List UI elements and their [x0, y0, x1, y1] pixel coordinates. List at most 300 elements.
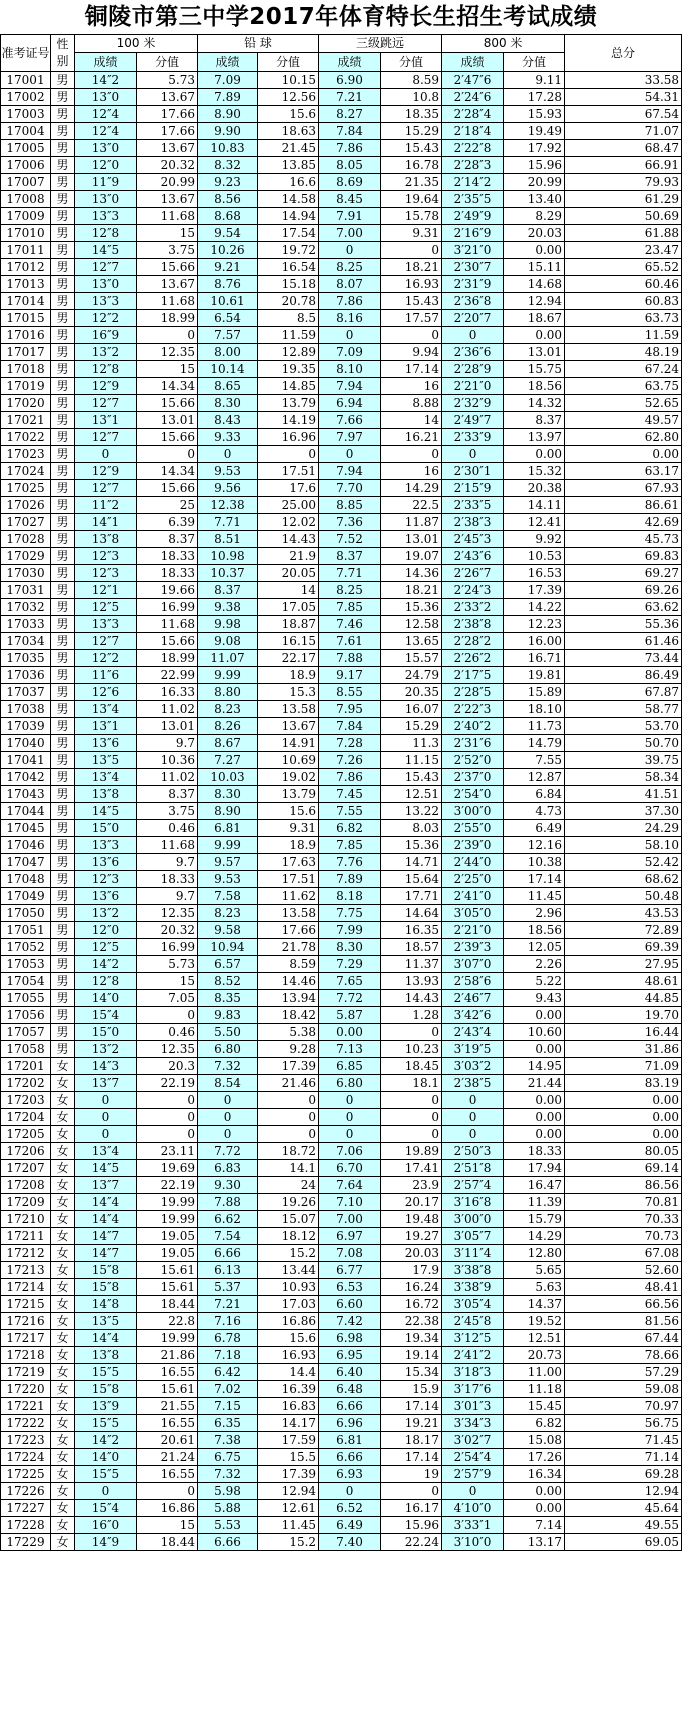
score-rows [1, 72, 682, 1551]
exam-id-cell: 17020 [1, 395, 51, 412]
run800-score-cell: 2′37″0 [442, 769, 504, 786]
shotput-points-cell: 17.6 [258, 480, 319, 497]
sex-cell: 男 [51, 548, 75, 565]
sex-cell: 男 [51, 718, 75, 735]
shotput-score-cell: 10.83 [198, 140, 258, 157]
shotput-points-cell: 19.26 [258, 1194, 319, 1211]
shotput-score-cell: 8.68 [198, 208, 258, 225]
run100-points-cell: 15 [137, 1517, 198, 1534]
triplejump-points-cell: 9.94 [381, 344, 442, 361]
total-score-cell: 55.36 [565, 616, 682, 633]
run100-score-cell: 13″0 [75, 140, 137, 157]
run800-score-cell: 2′28″2 [442, 633, 504, 650]
total-score-cell: 43.53 [565, 905, 682, 922]
triplejump-points-cell: 20.17 [381, 1194, 442, 1211]
shotput-score-cell: 6.35 [198, 1415, 258, 1432]
shotput-points-cell: 18.9 [258, 837, 319, 854]
run800-score-cell: 2′33″9 [442, 429, 504, 446]
exam-id-cell: 17003 [1, 106, 51, 123]
run100-points-cell: 16.55 [137, 1466, 198, 1483]
shotput-score-cell: 9.54 [198, 225, 258, 242]
run100-score-cell: 0 [75, 1109, 137, 1126]
run800-score-cell: 2′38″5 [442, 1075, 504, 1092]
run800-points-cell: 8.29 [504, 208, 565, 225]
run800-score-cell: 3′42″6 [442, 1007, 504, 1024]
run800-points-cell: 6.84 [504, 786, 565, 803]
run800-points-cell: 5.63 [504, 1279, 565, 1296]
shotput-points-cell: 16.6 [258, 174, 319, 191]
table-row [1, 616, 682, 633]
run100-points-cell: 16.99 [137, 939, 198, 956]
run100-score-cell: 13″8 [75, 1347, 137, 1364]
triplejump-points-cell: 20.03 [381, 1245, 442, 1262]
shotput-score-cell: 9.21 [198, 259, 258, 276]
triplejump-points-cell: 15.43 [381, 140, 442, 157]
exam-id-cell: 17218 [1, 1347, 51, 1364]
run800-score-cell: 3′03″2 [442, 1058, 504, 1075]
table-row [1, 344, 682, 361]
run100-score-cell: 13″8 [75, 786, 137, 803]
run800-points-cell: 20.38 [504, 480, 565, 497]
run100-score-cell: 12″7 [75, 259, 137, 276]
triplejump-points-cell: 0 [381, 1092, 442, 1109]
run100-points-cell: 12.35 [137, 344, 198, 361]
run100-points-cell: 0 [137, 1007, 198, 1024]
run100-score-cell: 12″3 [75, 565, 137, 582]
run100-score-cell: 0 [75, 1092, 137, 1109]
exam-id-cell: 17217 [1, 1330, 51, 1347]
sex-cell: 女 [51, 1109, 75, 1126]
shotput-points-cell: 16.15 [258, 633, 319, 650]
exam-id-cell: 17033 [1, 616, 51, 633]
run800-score-cell: 2′28″4 [442, 106, 504, 123]
sex-cell: 男 [51, 871, 75, 888]
total-score-cell: 59.08 [565, 1381, 682, 1398]
run100-score-cell: 15″0 [75, 1024, 137, 1041]
run100-points-cell: 20.32 [137, 922, 198, 939]
triplejump-score-cell: 7.94 [319, 463, 381, 480]
sex-cell: 男 [51, 276, 75, 293]
shotput-score-cell: 6.13 [198, 1262, 258, 1279]
run100-points-cell: 5.73 [137, 72, 198, 89]
shotput-score-cell: 11.07 [198, 650, 258, 667]
exam-id-cell: 17223 [1, 1432, 51, 1449]
run100-score-cell: 14″2 [75, 72, 137, 89]
sex-cell: 女 [51, 1160, 75, 1177]
run100-points-cell: 6.39 [137, 514, 198, 531]
run100-points-cell: 20.99 [137, 174, 198, 191]
triplejump-score-cell: 6.85 [319, 1058, 381, 1075]
triplejump-score-cell: 0 [319, 1092, 381, 1109]
run800-score-cell: 2′46″7 [442, 990, 504, 1007]
shotput-points-cell: 21.9 [258, 548, 319, 565]
run100-points-cell: 0 [137, 1126, 198, 1143]
table-row [1, 157, 682, 174]
total-score-cell: 61.29 [565, 191, 682, 208]
run100-score-cell: 12″7 [75, 633, 137, 650]
run800-points-cell: 2.26 [504, 956, 565, 973]
run800-points-cell: 0.00 [504, 1092, 565, 1109]
shotput-points-cell: 17.63 [258, 854, 319, 871]
shotput-score-cell: 6.54 [198, 310, 258, 327]
event-header-shotput: 铅 球 [198, 35, 319, 53]
run800-score-cell: 2′45″8 [442, 1313, 504, 1330]
run800-points-cell: 10.60 [504, 1024, 565, 1041]
run100-score-cell: 11″2 [75, 497, 137, 514]
run100-score-cell: 13″0 [75, 89, 137, 106]
triplejump-points-cell: 22.5 [381, 497, 442, 514]
triplejump-points-cell: 0 [381, 242, 442, 259]
run800-points-cell: 12.41 [504, 514, 565, 531]
total-score-cell: 63.17 [565, 463, 682, 480]
table-row [1, 1228, 682, 1245]
run100-points-cell: 13.67 [137, 89, 198, 106]
triplejump-score-cell: 0 [319, 1483, 381, 1500]
sex-cell: 男 [51, 684, 75, 701]
run100-points-cell: 15.66 [137, 259, 198, 276]
run100-points-cell: 15 [137, 973, 198, 990]
run100-score-cell: 14″7 [75, 1245, 137, 1262]
triplejump-points-cell: 16.78 [381, 157, 442, 174]
run800-points-cell: 21.44 [504, 1075, 565, 1092]
shotput-points-cell: 17.03 [258, 1296, 319, 1313]
table-row [1, 225, 682, 242]
run800-score-cell: 2′21″0 [442, 922, 504, 939]
triplejump-score-cell: 7.36 [319, 514, 381, 531]
sex-cell: 女 [51, 1143, 75, 1160]
run800-points-cell: 5.65 [504, 1262, 565, 1279]
run100-points-cell: 21.55 [137, 1398, 198, 1415]
triplejump-points-cell: 19 [381, 1466, 442, 1483]
triplejump-points-cell: 9.31 [381, 225, 442, 242]
triplejump-score-cell: 6.93 [319, 1466, 381, 1483]
sex-cell: 女 [51, 1517, 75, 1534]
run100-score-cell: 12″5 [75, 599, 137, 616]
exam-id-cell: 17044 [1, 803, 51, 820]
total-score-cell: 61.46 [565, 633, 682, 650]
run800-points-cell: 15.32 [504, 463, 565, 480]
shotput-score-cell: 9.23 [198, 174, 258, 191]
run800-score-cell: 2′31″6 [442, 735, 504, 752]
table-row [1, 990, 682, 1007]
exam-id-cell: 17015 [1, 310, 51, 327]
triplejump-score-cell: 0 [319, 1126, 381, 1143]
shotput-score-cell: 8.26 [198, 718, 258, 735]
run800-score-cell: 2′28″5 [442, 684, 504, 701]
run100-score-cell: 12″2 [75, 650, 137, 667]
triplejump-points-cell: 0 [381, 1483, 442, 1500]
run100-score-cell: 16″9 [75, 327, 137, 344]
triplejump-points-cell: 10.23 [381, 1041, 442, 1058]
run100-points-cell: 21.24 [137, 1449, 198, 1466]
run800-points-cell: 18.33 [504, 1143, 565, 1160]
shotput-points-cell: 18.9 [258, 667, 319, 684]
triplejump-score-cell: 6.95 [319, 1347, 381, 1364]
run100-points-cell: 16.33 [137, 684, 198, 701]
triplejump-points-cell: 18.35 [381, 106, 442, 123]
sex-cell: 男 [51, 514, 75, 531]
triplejump-points-cell: 19.07 [381, 548, 442, 565]
exam-id-cell: 17004 [1, 123, 51, 140]
exam-id-cell: 17055 [1, 990, 51, 1007]
shotput-points-cell: 21.45 [258, 140, 319, 157]
run800-points-cell: 19.52 [504, 1313, 565, 1330]
exam-id-cell: 17039 [1, 718, 51, 735]
run800-points-cell: 0.00 [504, 1007, 565, 1024]
total-score-cell: 68.62 [565, 871, 682, 888]
shotput-points-cell: 15.6 [258, 1330, 319, 1347]
run100-points-cell: 19.05 [137, 1245, 198, 1262]
shotput-points-cell: 0 [258, 1092, 319, 1109]
sex-cell: 男 [51, 888, 75, 905]
table-row [1, 259, 682, 276]
shotput-score-cell: 7.16 [198, 1313, 258, 1330]
triplejump-score-cell: 7.86 [319, 769, 381, 786]
run800-score-cell: 2′44″0 [442, 854, 504, 871]
total-score-cell: 63.73 [565, 310, 682, 327]
table-row [1, 1279, 682, 1296]
sex-cell: 男 [51, 242, 75, 259]
shotput-points-cell: 19.72 [258, 242, 319, 259]
table-row [1, 1415, 682, 1432]
run800-points-cell: 11.18 [504, 1381, 565, 1398]
shotput-score-cell: 7.02 [198, 1381, 258, 1398]
run100-points-cell: 15.66 [137, 429, 198, 446]
run100-points-cell: 19.69 [137, 1160, 198, 1177]
run100-score-cell: 12″1 [75, 582, 137, 599]
triplejump-points-cell: 15.43 [381, 769, 442, 786]
run800-score-cell: 2′15″9 [442, 480, 504, 497]
total-score-cell: 42.69 [565, 514, 682, 531]
sex-cell: 男 [51, 72, 75, 89]
total-score-cell: 50.69 [565, 208, 682, 225]
run800-score-cell: 3′00″0 [442, 1211, 504, 1228]
exam-id-cell: 17024 [1, 463, 51, 480]
table-row [1, 1296, 682, 1313]
total-score-cell: 67.44 [565, 1330, 682, 1347]
triplejump-score-cell: 7.99 [319, 922, 381, 939]
run100-points-cell: 13.01 [137, 718, 198, 735]
sex-cell: 男 [51, 582, 75, 599]
shotput-score-cell: 7.38 [198, 1432, 258, 1449]
shotput-score-cell: 8.23 [198, 701, 258, 718]
sex-cell: 男 [51, 480, 75, 497]
run800-score-cell: 0 [442, 327, 504, 344]
run100-score-cell: 14″0 [75, 1449, 137, 1466]
run100-score-cell: 14″8 [75, 1296, 137, 1313]
run100-points-cell: 0 [137, 1092, 198, 1109]
run100-points-cell: 16.86 [137, 1500, 198, 1517]
triplejump-score-cell: 7.70 [319, 480, 381, 497]
shotput-points-cell: 12.02 [258, 514, 319, 531]
run100-score-cell: 13″2 [75, 344, 137, 361]
exam-id-cell: 17008 [1, 191, 51, 208]
run800-score-cell: 2′41″2 [442, 1347, 504, 1364]
sex-cell: 女 [51, 1194, 75, 1211]
run800-points-cell: 16.53 [504, 565, 565, 582]
shotput-points-cell: 15.6 [258, 803, 319, 820]
sex-cell: 女 [51, 1262, 75, 1279]
shotput-score-cell: 8.52 [198, 973, 258, 990]
run100-score-cell: 13″4 [75, 701, 137, 718]
triplejump-score-cell: 7.26 [319, 752, 381, 769]
run100-score-cell: 13″3 [75, 293, 137, 310]
total-score-cell: 50.70 [565, 735, 682, 752]
run100-points-cell: 9.7 [137, 735, 198, 752]
run100-score-cell: 14″5 [75, 242, 137, 259]
shotput-score-cell: 10.94 [198, 939, 258, 956]
shotput-score-cell: 8.67 [198, 735, 258, 752]
total-score-cell: 67.54 [565, 106, 682, 123]
run800-score-cell: 2′24″3 [442, 582, 504, 599]
shotput-points-cell: 14.19 [258, 412, 319, 429]
total-score-cell: 63.62 [565, 599, 682, 616]
triplejump-score-cell: 8.25 [319, 259, 381, 276]
run800-score-cell: 3′02″7 [442, 1432, 504, 1449]
exam-id-cell: 17012 [1, 259, 51, 276]
table-row [1, 1517, 682, 1534]
total-score-cell: 86.56 [565, 1177, 682, 1194]
table-row [1, 140, 682, 157]
table-row [1, 752, 682, 769]
run100-score-cell: 12″5 [75, 939, 137, 956]
run100-score-cell: 13″5 [75, 1313, 137, 1330]
run800-score-cell: 2′30″7 [442, 259, 504, 276]
shotput-score-cell: 8.00 [198, 344, 258, 361]
run100-score-cell: 12″9 [75, 378, 137, 395]
event-header-800m: 800 米 [442, 35, 565, 53]
sex-cell: 男 [51, 327, 75, 344]
table-row [1, 922, 682, 939]
triplejump-points-cell: 23.9 [381, 1177, 442, 1194]
triplejump-score-cell: 7.45 [319, 786, 381, 803]
run800-points-cell: 15.96 [504, 157, 565, 174]
run100-score-cell: 12″7 [75, 395, 137, 412]
triplejump-score-cell: 6.66 [319, 1449, 381, 1466]
triplejump-points-cell: 15.29 [381, 123, 442, 140]
triplejump-points-cell: 18.57 [381, 939, 442, 956]
triplejump-points-cell: 15.29 [381, 718, 442, 735]
run800-points-cell: 11.45 [504, 888, 565, 905]
run100-score-cell: 13″9 [75, 1398, 137, 1415]
shotput-points-cell: 8.5 [258, 310, 319, 327]
run100-points-cell: 11.02 [137, 769, 198, 786]
shotput-points-cell: 13.44 [258, 1262, 319, 1279]
run800-score-cell: 2′17″5 [442, 667, 504, 684]
triplejump-points-cell: 0 [381, 327, 442, 344]
exam-id-cell: 17016 [1, 327, 51, 344]
shotput-score-cell: 9.53 [198, 463, 258, 480]
run800-points-cell: 11.00 [504, 1364, 565, 1381]
triplejump-points-cell: 11.37 [381, 956, 442, 973]
run800-score-cell: 3′16″8 [442, 1194, 504, 1211]
table-row [1, 378, 682, 395]
table-row [1, 412, 682, 429]
exam-id-cell: 17045 [1, 820, 51, 837]
sex-cell: 女 [51, 1177, 75, 1194]
run100-score-cell: 14″9 [75, 1534, 137, 1551]
run800-points-cell: 0.00 [504, 1483, 565, 1500]
total-score-cell: 71.14 [565, 1449, 682, 1466]
sex-cell: 男 [51, 344, 75, 361]
sex-cell: 男 [51, 667, 75, 684]
sex-cell: 男 [51, 1041, 75, 1058]
shotput-points-cell: 15.3 [258, 684, 319, 701]
total-score-cell: 68.47 [565, 140, 682, 157]
table-row [1, 803, 682, 820]
table-row [1, 1194, 682, 1211]
run800-score-cell: 2′38″3 [442, 514, 504, 531]
triplejump-points-cell: 14 [381, 412, 442, 429]
triplejump-score-cell: 7.00 [319, 225, 381, 242]
run100-score-cell: 14″4 [75, 1330, 137, 1347]
total-score-cell: 0.00 [565, 1109, 682, 1126]
shotput-points-cell: 16.93 [258, 1347, 319, 1364]
run100-score-cell: 14″4 [75, 1194, 137, 1211]
run100-score-cell: 13″0 [75, 276, 137, 293]
table-row [1, 208, 682, 225]
run800-score-cell: 2′18″4 [442, 123, 504, 140]
triplejump-points-cell: 15.78 [381, 208, 442, 225]
run100-points-cell: 13.01 [137, 412, 198, 429]
exam-id-cell: 17027 [1, 514, 51, 531]
triplejump-score-cell: 8.16 [319, 310, 381, 327]
run100-points-cell: 22.19 [137, 1075, 198, 1092]
triplejump-points-cell: 16.35 [381, 922, 442, 939]
run800-points-cell: 14.29 [504, 1228, 565, 1245]
table-row [1, 514, 682, 531]
table-row [1, 769, 682, 786]
run100-score-cell: 14″5 [75, 803, 137, 820]
run100-score-cell: 13″5 [75, 752, 137, 769]
run800-score-cell: 0 [442, 1483, 504, 1500]
table-row [1, 242, 682, 259]
exam-id-cell: 17058 [1, 1041, 51, 1058]
table-row [1, 1432, 682, 1449]
shotput-score-cell: 7.27 [198, 752, 258, 769]
shotput-score-cell: 8.54 [198, 1075, 258, 1092]
run100-score-cell: 12″8 [75, 225, 137, 242]
shotput-points-cell: 14.1 [258, 1160, 319, 1177]
run800-score-cell: 3′38″9 [442, 1279, 504, 1296]
exam-id-cell: 17210 [1, 1211, 51, 1228]
run100-score-cell: 13″6 [75, 854, 137, 871]
table-row [1, 1466, 682, 1483]
run100-points-cell: 20.32 [137, 157, 198, 174]
run800-points-cell: 15.11 [504, 259, 565, 276]
run100-points-cell: 0.46 [137, 820, 198, 837]
exam-id-cell: 17213 [1, 1262, 51, 1279]
run800-score-cell: 2′31″9 [442, 276, 504, 293]
table-row [1, 463, 682, 480]
triplejump-points-cell: 16.07 [381, 701, 442, 718]
triplejump-points-cell: 1.28 [381, 1007, 442, 1024]
run800-score-cell: 3′19″5 [442, 1041, 504, 1058]
triplejump-points-cell: 18.17 [381, 1432, 442, 1449]
table-row [1, 1313, 682, 1330]
run100-score-cell: 11″9 [75, 174, 137, 191]
header-row-events [1, 35, 682, 53]
run100-score-cell: 13″7 [75, 1075, 137, 1092]
triplejump-score-cell: 7.97 [319, 429, 381, 446]
run100-points-cell: 8.37 [137, 786, 198, 803]
table-row [1, 72, 682, 89]
total-score-cell: 52.60 [565, 1262, 682, 1279]
shotput-points-cell: 17.54 [258, 225, 319, 242]
shotput-score-cell: 9.33 [198, 429, 258, 446]
run100-score-cell: 14″4 [75, 1211, 137, 1228]
sex-cell: 男 [51, 752, 75, 769]
